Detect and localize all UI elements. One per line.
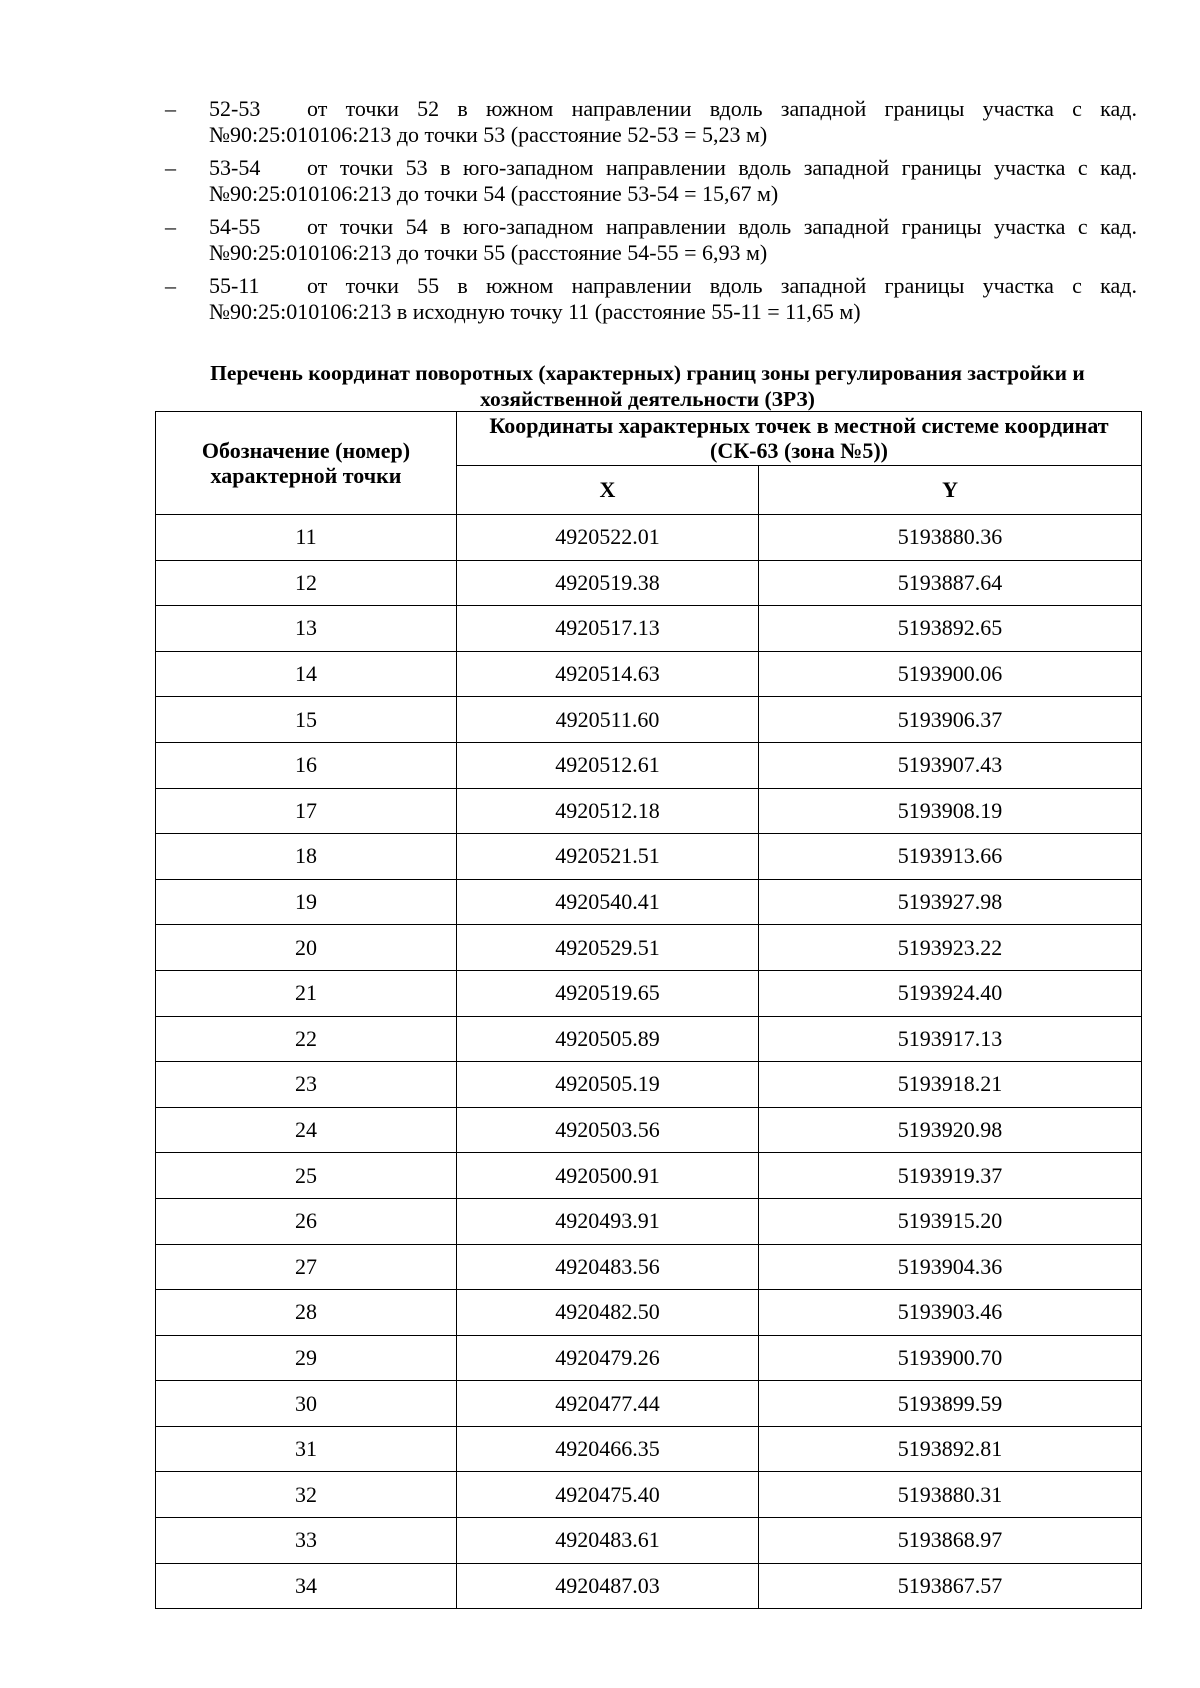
x-coordinate-cell: 4920487.03: [457, 1563, 759, 1609]
y-coordinate-cell: 5193913.66: [759, 834, 1142, 880]
list-dash: –: [165, 96, 176, 121]
y-coordinate-cell: 5193867.57: [759, 1563, 1142, 1609]
segment-description: [209, 96, 1137, 148]
segment-item: [165, 96, 1137, 148]
segment-code: 53-54: [209, 155, 261, 180]
x-coordinate-cell: 4920505.19: [457, 1062, 759, 1108]
x-coordinate-cell: 4920483.61: [457, 1518, 759, 1564]
point-number-cell: 21: [156, 970, 457, 1016]
y-coordinate-cell: 5193908.19: [759, 788, 1142, 834]
y-coordinate-cell: 5193903.46: [759, 1290, 1142, 1336]
x-coordinate-cell: 4920505.89: [457, 1016, 759, 1062]
point-number-cell: 29: [156, 1335, 457, 1381]
list-dash: –: [165, 155, 176, 180]
x-coordinate-cell: 4920503.56: [457, 1107, 759, 1153]
y-coordinate-cell: 5193919.37: [759, 1153, 1142, 1199]
point-number-cell: 18: [156, 834, 457, 880]
x-coordinate-cell: 4920512.61: [457, 742, 759, 788]
table-row: [156, 742, 1142, 788]
point-number-cell: 28: [156, 1290, 457, 1336]
table-row: [156, 1563, 1142, 1609]
x-coordinate-cell: 4920511.60: [457, 697, 759, 743]
table-row: [156, 925, 1142, 971]
table-row: [156, 697, 1142, 743]
table-row: [156, 1198, 1142, 1244]
table-row: [156, 1153, 1142, 1199]
y-coordinate-cell: 5193868.97: [759, 1518, 1142, 1564]
point-number-cell: 20: [156, 925, 457, 971]
table-row: [156, 788, 1142, 834]
y-coordinate-cell: 5193900.70: [759, 1335, 1142, 1381]
segment-text: от точки 52 в южном направлении вдоль западной границы участка с кад. №90:25:010106:213 до точки 53 (расстояние 52-53 = 5,23 м): [209, 96, 1137, 147]
x-coordinate-cell: 4920521.51: [457, 834, 759, 880]
point-number-cell: 15: [156, 697, 457, 743]
y-coordinate-cell: 5193917.13: [759, 1016, 1142, 1062]
table-row: [156, 651, 1142, 697]
y-coordinate-cell: 5193892.65: [759, 606, 1142, 652]
x-coordinate-cell: 4920466.35: [457, 1426, 759, 1472]
y-coordinate-cell: 5193927.98: [759, 879, 1142, 925]
y-coordinate-cell: 5193899.59: [759, 1381, 1142, 1427]
x-coordinate-cell: 4920540.41: [457, 879, 759, 925]
point-number-cell: 34: [156, 1563, 457, 1609]
table-row: [156, 879, 1142, 925]
y-coordinate-cell: 5193900.06: [759, 651, 1142, 697]
point-number-cell: 12: [156, 560, 457, 606]
table-row: [156, 1107, 1142, 1153]
point-number-cell: 17: [156, 788, 457, 834]
point-number-cell: 27: [156, 1244, 457, 1290]
coordinates-table: [155, 411, 1142, 1609]
point-number-cell: 24: [156, 1107, 457, 1153]
table-heading: Перечень координат поворотных (характерных) границ зоны регулирования застройки и хозяйственной деятельности (ЗРЗ): [210, 361, 1085, 411]
y-coordinate-cell: 5193920.98: [759, 1107, 1142, 1153]
y-coordinate-cell: 5193918.21: [759, 1062, 1142, 1108]
x-coordinate-cell: 4920529.51: [457, 925, 759, 971]
table-row: [156, 606, 1142, 652]
segment-code: 54-55: [209, 214, 261, 239]
header-x: X: [457, 465, 759, 514]
table-row: [156, 834, 1142, 880]
y-coordinate-cell: 5193887.64: [759, 560, 1142, 606]
point-number-cell: 31: [156, 1426, 457, 1472]
segment-item: [165, 214, 1137, 266]
table-row: [156, 1062, 1142, 1108]
table-row: [156, 1335, 1142, 1381]
header-point-number: Обозначение (номер) характерной точки: [156, 412, 457, 515]
point-number-cell: 26: [156, 1198, 457, 1244]
x-coordinate-cell: 4920477.44: [457, 1381, 759, 1427]
x-coordinate-cell: 4920519.65: [457, 970, 759, 1016]
point-number-cell: 14: [156, 651, 457, 697]
table-row: [156, 1244, 1142, 1290]
point-number-cell: 33: [156, 1518, 457, 1564]
segment-code: 52-53: [209, 96, 261, 121]
y-coordinate-cell: 5193880.31: [759, 1472, 1142, 1518]
x-coordinate-cell: 4920493.91: [457, 1198, 759, 1244]
segment-description: [209, 273, 1137, 325]
list-dash: –: [165, 214, 176, 239]
point-number-cell: 16: [156, 742, 457, 788]
point-number-cell: 30: [156, 1381, 457, 1427]
segment-item: [165, 155, 1137, 207]
table-row: [156, 1016, 1142, 1062]
point-number-cell: 25: [156, 1153, 457, 1199]
x-coordinate-cell: 4920514.63: [457, 651, 759, 697]
table-row: [156, 970, 1142, 1016]
y-coordinate-cell: 5193880.36: [759, 515, 1142, 561]
x-coordinate-cell: 4920482.50: [457, 1290, 759, 1336]
point-number-cell: 32: [156, 1472, 457, 1518]
segment-description: [209, 155, 1137, 207]
x-coordinate-cell: 4920475.40: [457, 1472, 759, 1518]
y-coordinate-cell: 5193904.36: [759, 1244, 1142, 1290]
table-row: [156, 1290, 1142, 1336]
point-number-cell: 23: [156, 1062, 457, 1108]
x-coordinate-cell: 4920512.18: [457, 788, 759, 834]
point-number-cell: 19: [156, 879, 457, 925]
x-coordinate-cell: 4920479.26: [457, 1335, 759, 1381]
table-row: [156, 1426, 1142, 1472]
list-dash: –: [165, 273, 176, 298]
segment-text: от точки 53 в юго-западном направлении вдоль западной границы участка с кад. №90:25:010106:213 до точки 54 (расстояние 53-54 = 15,67 м): [209, 155, 1137, 206]
segment-list: [165, 96, 1137, 332]
header-coordinates: Координаты характерных точек в местной системе координат (СК-63 (зона №5)): [457, 412, 1142, 466]
y-coordinate-cell: 5193915.20: [759, 1198, 1142, 1244]
segment-item: [165, 273, 1137, 325]
segment-text: от точки 55 в южном направлении вдоль западной границы участка с кад. №90:25:010106:213 в исходную точку 11 (расстояние 55-11 = 11,65 м): [209, 273, 1137, 324]
y-coordinate-cell: 5193907.43: [759, 742, 1142, 788]
y-coordinate-cell: 5193906.37: [759, 697, 1142, 743]
table-row: [156, 1518, 1142, 1564]
segment-text: от точки 54 в юго-западном направлении вдоль западной границы участка с кад. №90:25:010106:213 до точки 55 (расстояние 54-55 = 6,93 м): [209, 214, 1137, 265]
point-number-cell: 22: [156, 1016, 457, 1062]
table-row: [156, 560, 1142, 606]
table-row: [156, 1381, 1142, 1427]
segment-code: 55-11: [209, 273, 260, 298]
y-coordinate-cell: 5193924.40: [759, 970, 1142, 1016]
segment-description: [209, 214, 1137, 266]
x-coordinate-cell: 4920483.56: [457, 1244, 759, 1290]
y-coordinate-cell: 5193892.81: [759, 1426, 1142, 1472]
x-coordinate-cell: 4920500.91: [457, 1153, 759, 1199]
point-number-cell: 13: [156, 606, 457, 652]
x-coordinate-cell: 4920517.13: [457, 606, 759, 652]
point-number-cell: 11: [156, 515, 457, 561]
y-coordinate-cell: 5193923.22: [759, 925, 1142, 971]
x-coordinate-cell: 4920522.01: [457, 515, 759, 561]
x-coordinate-cell: 4920519.38: [457, 560, 759, 606]
coordinates-table-body: [156, 515, 1142, 1609]
header-y: Y: [759, 465, 1142, 514]
table-row: [156, 1472, 1142, 1518]
table-row: [156, 515, 1142, 561]
